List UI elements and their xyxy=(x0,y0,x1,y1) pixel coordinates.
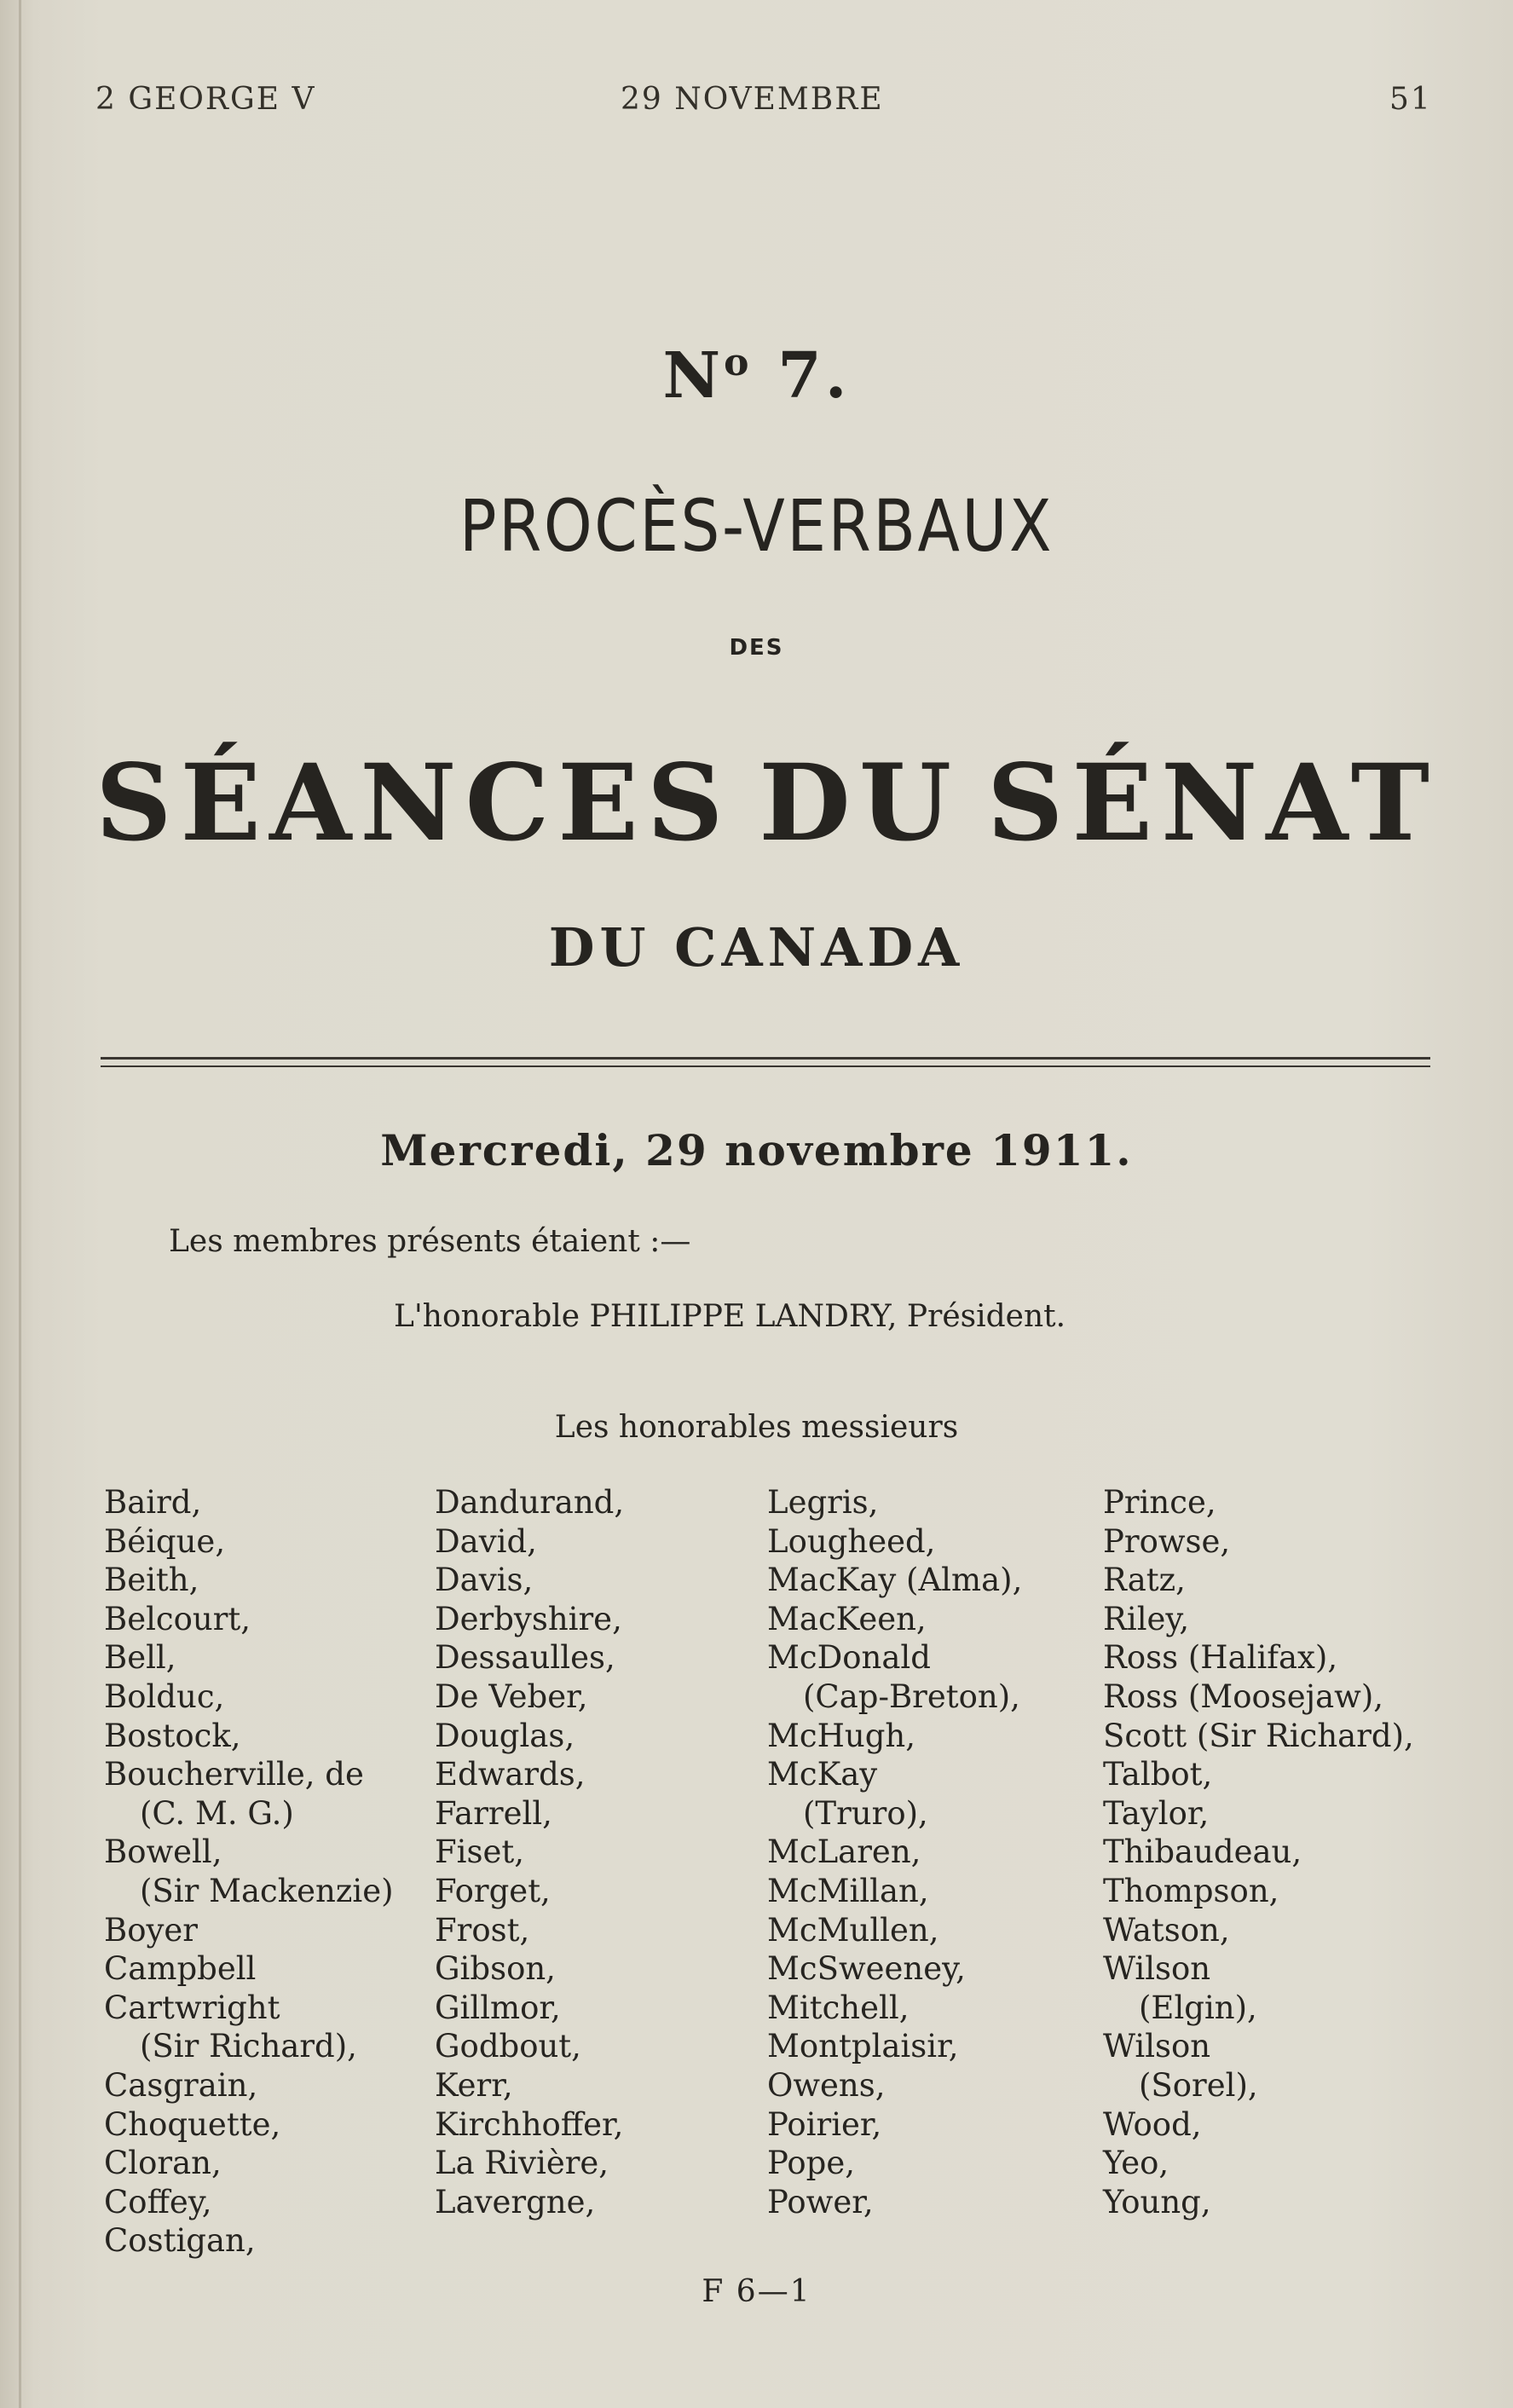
member-name: (Truro), xyxy=(803,1794,928,1832)
president-line: L'honorable PHILIPPE LANDRY, Président. xyxy=(394,1299,1066,1334)
member-name: Gillmor, xyxy=(435,1989,561,2026)
member-name: Cartwright xyxy=(104,1989,280,2026)
member-name: Mitchell, xyxy=(767,1989,910,2026)
member-name: Davis, xyxy=(435,1562,534,1599)
members-column-4 xyxy=(1103,1483,1414,2221)
member-name: Costigan, xyxy=(104,2222,256,2260)
member-name: Belcourt, xyxy=(104,1600,251,1637)
title-word-du: DU xyxy=(759,742,960,865)
member-name: Prince, xyxy=(1103,1484,1216,1521)
member-name: Power, xyxy=(767,2183,874,2220)
issue-number xyxy=(0,339,1513,413)
member-name: Ratz, xyxy=(1103,1562,1186,1599)
running-head-center: 29 NOVEMBRE xyxy=(621,82,884,117)
member-name: Owens, xyxy=(767,2066,886,2104)
member-name: Choquette, xyxy=(104,2105,281,2143)
member-name: McMillan, xyxy=(767,1872,929,1909)
member-name: Young, xyxy=(1103,2183,1211,2220)
member-name: Boyer xyxy=(104,1911,198,1949)
member-name: (Sir Mackenzie) xyxy=(140,1872,394,1909)
member-name: Farrell, xyxy=(435,1794,552,1832)
member-name: Wilson xyxy=(1103,2028,1211,2065)
signature-mark: F 6—1 xyxy=(702,2274,811,2309)
member-name: Edwards, xyxy=(435,1756,586,1793)
member-name: Talbot, xyxy=(1103,1756,1213,1793)
members-column-1 xyxy=(104,1483,394,2261)
member-name: McSweeney, xyxy=(767,1950,966,1988)
member-name: Watson, xyxy=(1103,1911,1230,1949)
member-name: Lougheed, xyxy=(767,1522,936,1560)
member-name: David, xyxy=(435,1522,537,1560)
member-name: (C. M. G.) xyxy=(140,1794,294,1832)
member-name: McMullen, xyxy=(767,1911,939,1949)
members-subhead: Les honorables messieurs xyxy=(554,1410,959,1445)
title-proces-verbaux: PROCÈS-VERBAUX xyxy=(459,484,1054,568)
issue-number-prefix: N xyxy=(662,339,725,413)
title-word-senat: SÉNAT xyxy=(986,742,1438,865)
member-name: (Cap-Breton), xyxy=(803,1678,1020,1715)
title-des: DES xyxy=(729,635,784,661)
member-name: Fiset, xyxy=(435,1833,525,1871)
member-name: Casgrain, xyxy=(104,2066,258,2104)
member-name: (Elgin), xyxy=(1139,1989,1257,2026)
members-intro: Les membres présents étaient :— xyxy=(169,1224,691,1259)
member-name: (Sir Richard), xyxy=(140,2028,357,2065)
member-name: McLaren, xyxy=(767,1833,921,1871)
member-name: Forget, xyxy=(435,1872,551,1909)
session-date: Mercredi, 29 novembre 1911. xyxy=(380,1125,1133,1175)
member-name: Béique, xyxy=(104,1522,226,1560)
member-name: Godbout, xyxy=(435,2028,581,2065)
member-name: Poirier, xyxy=(767,2105,882,2143)
member-name: Thompson, xyxy=(1103,1872,1279,1909)
member-name: Ross (Halifax), xyxy=(1103,1639,1338,1677)
member-name: Montplaisir, xyxy=(767,2028,959,2065)
title-du-canada: DU CANADA xyxy=(548,916,965,979)
issue-number-sup: o xyxy=(724,341,753,384)
member-name: Gibson, xyxy=(435,1950,556,1988)
page-number: 51 xyxy=(1389,82,1432,117)
member-name: Wood, xyxy=(1103,2105,1202,2143)
title-word-seances: SÉANCES xyxy=(95,742,732,865)
member-name: Ross (Moosejaw), xyxy=(1103,1678,1384,1715)
member-name: McDonald xyxy=(767,1639,931,1677)
member-name: Baird, xyxy=(104,1484,202,1521)
member-name: Coffey, xyxy=(104,2183,212,2220)
member-name: Derbyshire, xyxy=(435,1600,622,1637)
member-name: La Rivière, xyxy=(435,2145,609,2182)
member-name: Dessaulles, xyxy=(435,1639,615,1677)
title-seances-du-senat xyxy=(95,742,1438,865)
member-name: Bowell, xyxy=(104,1833,222,1871)
member-name: Yeo, xyxy=(1103,2145,1169,2182)
member-name: Legris, xyxy=(767,1484,879,1521)
member-name: MacKay (Alma), xyxy=(767,1562,1023,1599)
member-name: Beith, xyxy=(104,1562,199,1599)
member-name: Taylor, xyxy=(1103,1794,1210,1832)
member-name: Kerr, xyxy=(435,2066,513,2104)
member-name: Bell, xyxy=(104,1639,176,1677)
member-name: Bolduc, xyxy=(104,1678,225,1715)
member-name: MacKeen, xyxy=(767,1600,927,1637)
issue-number-value: 7. xyxy=(752,339,851,413)
member-name: Campbell xyxy=(104,1950,257,1988)
member-name: (Sorel), xyxy=(1139,2066,1258,2104)
member-name: Lavergne, xyxy=(435,2183,596,2220)
member-name: Pope, xyxy=(767,2145,856,2182)
member-name: Scott (Sir Richard), xyxy=(1103,1717,1414,1754)
members-column-3 xyxy=(767,1483,1022,2221)
member-name: Prowse, xyxy=(1103,1522,1231,1560)
member-name: Wilson xyxy=(1103,1950,1211,1988)
member-name: Douglas, xyxy=(435,1717,575,1754)
member-name: Thibaudeau, xyxy=(1103,1833,1302,1871)
member-name: De Veber, xyxy=(435,1678,588,1715)
member-name: Frost, xyxy=(435,1911,530,1949)
member-name: McHugh, xyxy=(767,1717,915,1754)
running-head-left: 2 GEORGE V xyxy=(95,82,316,117)
member-name: Kirchhoffer, xyxy=(435,2105,624,2143)
member-name: Bostock, xyxy=(104,1717,241,1754)
members-column-2 xyxy=(435,1483,624,2221)
divider-rule-top xyxy=(101,1057,1430,1060)
member-name: Dandurand, xyxy=(435,1484,625,1521)
divider-rule-bottom xyxy=(101,1065,1430,1067)
member-name: Boucherville, de xyxy=(104,1756,364,1793)
member-name: Riley, xyxy=(1103,1600,1190,1637)
member-name: Cloran, xyxy=(104,2145,222,2182)
member-name: McKay xyxy=(767,1756,878,1793)
